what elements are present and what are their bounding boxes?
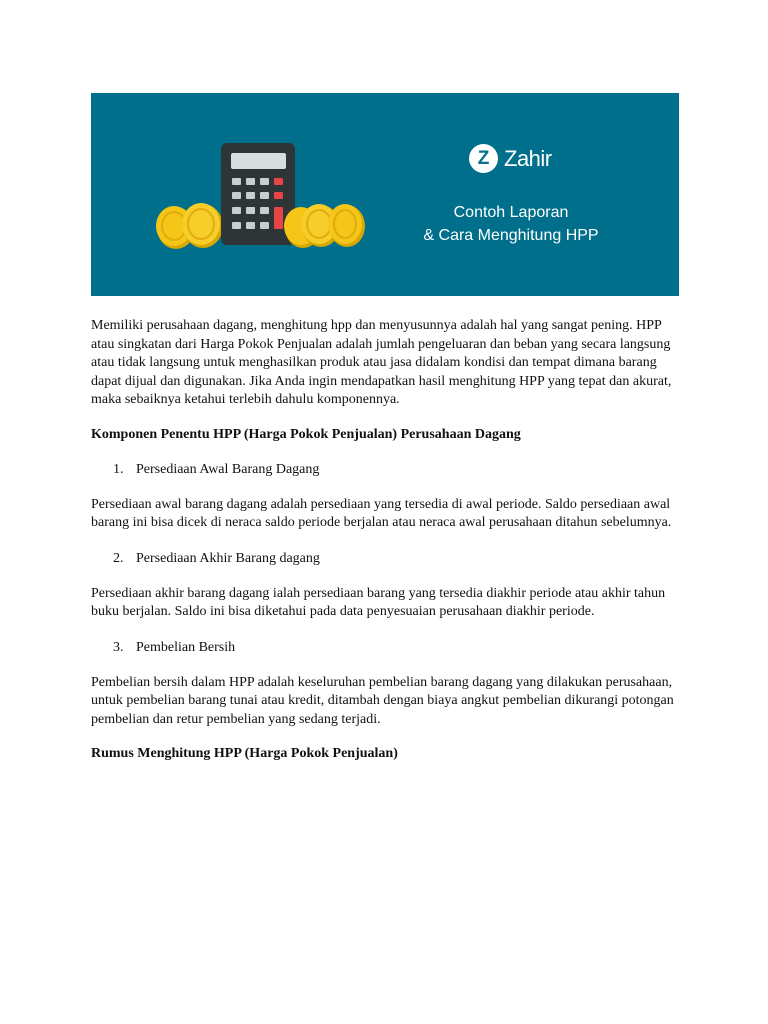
list-item <box>113 461 681 479</box>
list-item-title: Persediaan Akhir Barang dagang <box>136 550 320 566</box>
brand-mark-icon: Z <box>469 144 498 173</box>
list-number: 1. <box>113 461 124 477</box>
list-item-title: Persediaan Awal Barang Dagang <box>136 461 320 477</box>
document-page <box>91 93 681 763</box>
section-heading-formula: Rumus Menghitung HPP (Harga Pokok Penjualan) <box>91 746 398 761</box>
item-description: Persediaan akhir barang dagang ialah persediaan barang yang tersedia diakhir periode atau akhir tahun buku berjalan. Saldo ini bisa diketahui pada data penyesuaian perusahaan diakhir periode. <box>91 585 666 619</box>
hero-banner <box>91 93 679 296</box>
list-number: 2. <box>113 550 124 566</box>
intro-paragraph: Memiliki perusahaan dagang, menghitung hpp dan menyusunnya adalah hal yang sangat pening. HPP atau singkatan dari Harga Pokok Penjualan adalah jumlah pengeluaran dan beban yang secara langsung atau tidak langsung untuk menghasilkan produk atau jasa didalam kondisi dan tempat dimana barang dapat dijual dan digunakan. Jika Anda ingin mendapatkan hasil menghitung HPP yang tepat dan akurat, maka sebaiknya ketahui terlebih dahulu komponennya. <box>91 318 672 407</box>
brand-name: Zahir <box>504 145 552 171</box>
section-heading-components: Komponen Penentu HPP (Harga Pokok Penjualan) Perusahaan Dagang <box>91 426 521 442</box>
list-item <box>113 639 681 657</box>
item-description: Pembelian bersih dalam HPP adalah keseluruhan pembelian barang dagang yang dilakukan perusahaan, untuk pembelian barang tunai atau kredit, ditambah dengan biaya angkut pembelian dikurangi potongan pembelian dan retur pembelian yang sedang terjadi. <box>91 674 674 727</box>
banner-title-line1: Contoh Laporan <box>453 204 569 221</box>
calculator-coins-illustration <box>91 93 391 296</box>
list-item <box>113 550 681 568</box>
list-number: 3. <box>113 639 124 655</box>
list-item-title: Pembelian Bersih <box>136 639 236 655</box>
brand-logo <box>469 144 552 173</box>
banner-title <box>391 201 631 247</box>
item-description: Persediaan awal barang dagang adalah persediaan yang tersedia di awal periode. Saldo persediaan awal barang ini bisa dicek di neraca saldo periode berjalan atau neraca awal perusahaan ditahun sebelumnya. <box>91 496 672 530</box>
banner-title-line2: & Cara Menghitung HPP <box>423 227 599 244</box>
calculator-icon <box>221 143 295 245</box>
